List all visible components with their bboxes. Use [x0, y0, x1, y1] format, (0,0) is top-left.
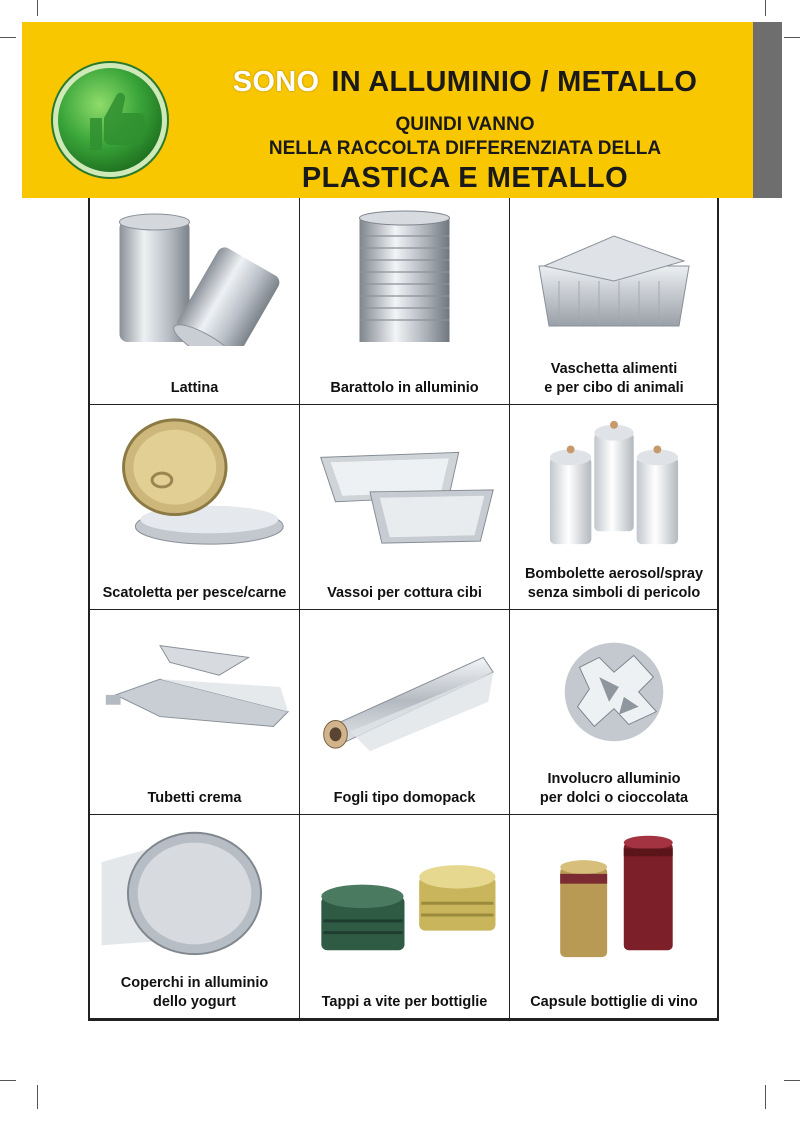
crop-mark: [765, 0, 766, 16]
page-title: [210, 66, 720, 99]
subtitle-line-3: PLASTICA E METALLO: [301, 162, 629, 194]
title-highlight: SONO: [232, 66, 320, 98]
item-label: Bombolette aerosol/spray senza simboli di pericolo: [524, 566, 704, 601]
grid-cell-foil-tray: [510, 198, 719, 405]
grid-cell-foil-ball: [510, 610, 719, 815]
crop-mark: [37, 1085, 38, 1109]
cream-tube-icon: [98, 618, 291, 756]
items-grid: [88, 198, 719, 1021]
grid-cell-soda-can: [90, 198, 300, 405]
item-label: Scatoletta per pesce/carne: [102, 585, 287, 601]
tuna-can-icon: [98, 413, 291, 551]
foil-ball-icon: [518, 618, 710, 756]
item-label: Barattolo in alluminio: [330, 380, 479, 396]
grid-cell-tuna-can: [90, 405, 300, 610]
item-label: Coperchi in alluminio dello yogurt: [120, 975, 269, 1010]
grid-cell-baking-tray: [300, 405, 510, 610]
crop-mark: [37, 0, 38, 16]
grid-cell-wine-capsule: [510, 815, 719, 1019]
screw-cap-icon: [308, 823, 501, 960]
soda-can-icon: [98, 206, 291, 346]
header-side-bar: [753, 22, 782, 198]
item-label: Lattina: [170, 380, 219, 396]
item-label: Vassoi per cottura cibi: [327, 585, 482, 601]
grid-cell-aerosol: [510, 405, 719, 610]
crop-mark: [765, 1085, 766, 1109]
foil-roll-icon: [308, 618, 501, 756]
item-label: Tappi a vite per bottiglie: [321, 994, 488, 1010]
item-label: Involucro alluminio per dolci o cioccolata: [539, 771, 689, 806]
item-label: Tubetti crema: [147, 790, 242, 806]
tin-can-icon: [308, 206, 501, 346]
grid-cell-cream-tube: [90, 610, 300, 815]
baking-tray-icon: [308, 413, 501, 551]
grid-cell-screw-cap: [300, 815, 510, 1019]
subtitle-line-1: QUINDI VANNO: [395, 114, 535, 135]
crop-mark: [784, 37, 800, 38]
crop-mark: [0, 1080, 16, 1081]
crop-mark: [784, 1080, 800, 1081]
subtitle-line-2: NELLA RACCOLTA DIFFERENZIATA DELLA: [268, 138, 662, 159]
item-label: Capsule bottiglie di vino: [530, 994, 698, 1010]
item-label: Fogli tipo domopack: [333, 790, 476, 806]
yogurt-lid-icon: [98, 823, 291, 960]
grid-cell-tin-can: [300, 198, 510, 405]
header-text: [210, 22, 720, 198]
grid-cell-yogurt-lid: [90, 815, 300, 1019]
grid-cell-foil-roll: [300, 610, 510, 815]
thumbs-up-icon: [50, 60, 170, 180]
crop-mark: [0, 37, 16, 38]
item-label: Vaschetta alimenti e per cibo di animali: [544, 361, 684, 396]
aerosol-can-icon: [518, 413, 710, 551]
foil-tray-icon: [518, 206, 710, 346]
wine-capsule-icon: [518, 823, 710, 960]
title-rest: IN ALLUMINIO / METALLO: [331, 66, 698, 98]
